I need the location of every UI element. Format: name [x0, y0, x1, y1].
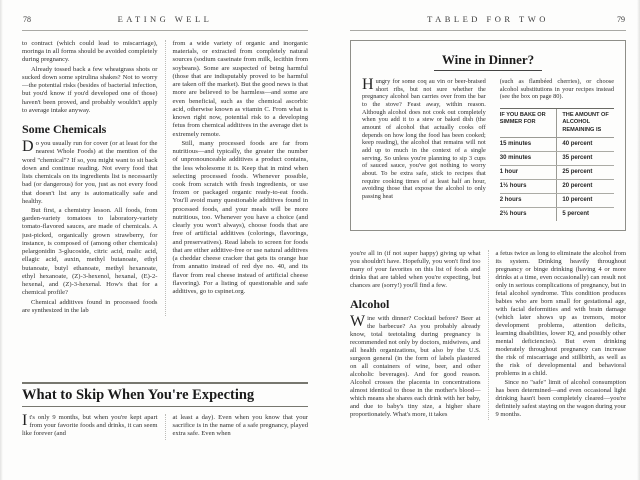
table-cell: 10 percent: [557, 193, 614, 207]
section-top-rule: [22, 382, 308, 384]
alcohol-retention-table: [500, 108, 614, 221]
table-row: [500, 193, 614, 207]
paragraph-text: ine with dinner? Cocktail before? Beer at the barbecue? As you probably already know, total teetotaling during pregnancy is recommended not only by doctors, midwives, and all health organizations, but also by the U.S. surgeon general (in the form of labels plastered on all containers of wine, beer, and other alcoholic beverages). And for good reason. Alcohol crosses the placenta in concentrations almost identical to those in the mother's blood—which means she shares each drink with her baby, and due to baby's tiny size, a higher share proportionately. What's more, it takes: [350, 314, 481, 418]
left-page-number: 78: [23, 15, 31, 24]
paragraph: at least a day). Even when you know that your sacrifice is in the name of a safe pregnancy, played extra safe. Even when: [172, 414, 308, 438]
table-body: [500, 137, 614, 221]
wine-box-column-2: [493, 78, 614, 221]
paragraph: a fetus twice as long to eliminate the alcohol from its system. Drinking heavily throughout pregnancy or binge drinking (having 4 or more drinks at a time, even occasionally) can result not only in serious complications of pregnancy, but in fetal alcohol syndrome. This condition produces babies who are born small for gestational age, with facial deformities and with brain damage (which later shows up as tremors, motor development problems, attention deficits, learning disabilities, lower IQ, and possibly other mental deficiencies). But even drinking moderately throughout pregnancy can increase the risk of miscarriage and stillbirth, as well as the risk of developmental and behavioral problems in a child.: [495, 250, 626, 377]
right-page: [350, 14, 626, 476]
paragraph: to contract (which could lead to miscarriage), moringa in all forms should be avoided completely during pregnancy.: [22, 40, 158, 64]
paragraph-text: ungry for some coq au vin or beer-braised short ribs, but not sure whether the pregnancy alcohol ban carries over from the bar to the stove? Feast away, within reason. Although alcohol does not cook out completely when you add it to a stew or baked dish (the amount of alcohol that actually cooks off depends on how long the food has been cooked; keep reading), the alcohol that remains will not add up to much in the context of a single serving. So unless you're planning to sip 3 cups of sauced sauce, you've got nothing to worry about. To be extra safe, stick to recipes that require cooking times of at least half an hour, avoiding those that expose the alcohol to only passing heat: [362, 78, 486, 201]
table-row: [500, 207, 614, 221]
paragraph: [22, 140, 158, 206]
paragraph: [362, 78, 486, 201]
table-header-cell: IF YOU BAKE OR SIMMER FOR: [500, 109, 557, 138]
right-running-head: TABLED FOR TWO: [427, 14, 549, 24]
table-row: [500, 179, 614, 193]
table-row: [500, 151, 614, 165]
left-running-head: EATING WELL: [117, 14, 213, 24]
skip-column-2: [165, 414, 309, 440]
left-page: [22, 14, 308, 476]
paragraph: Since no "safe" limit of alcohol consumption has been determined—and even occasional light drinking hasn't been completely cleared—you're definitely safest staying on the wagon during your 9 months.: [495, 378, 626, 418]
table-cell: 40 percent: [557, 137, 614, 151]
paragraph: from a wide variety of organic and inorganic materials, or extracted from completely natural sources (sodium caseinate from milk, lecithin from soybeans). Some are suspected of being harmful (those that are indisputably proved to be harmful are taken off the market). But the good news is that more are believed to be harmless—and some are even beneficial, such as the chemical ascorbic acid, otherwise known as vitamin C. From what is known right now, potential risk to a developing fetus from chemical additives in the average diet is extremely remote.: [172, 40, 308, 138]
table-cell: 30 minutes: [500, 151, 557, 165]
right-page-number: 79: [617, 15, 625, 24]
paragraph-text: o you usually run for cover (or at least for the nearest Whole Foods) at the mention of the word "chemical"? If so, you might want to sit back down and continue reading. Not every food that lists chemicals on its ingredients list is necessarily bad (or dangerous) for you, just as not every food that doesn't list any is automatically safe and healthy.: [22, 140, 158, 205]
left-page-header: [22, 14, 308, 31]
paragraph: [350, 312, 481, 419]
right-body-columns: [350, 250, 626, 420]
paragraph: you're all in (if not super happy) giving up what you shouldn't have. Hopefully, you won't find too many of your favorites on this list of foods and drinks that are tabled when you're expecting, but chances are (sorry!) you'll find a few.: [350, 250, 481, 289]
skip-section-body: [22, 414, 308, 440]
paragraph: Chemical additives found in processed foods are synthesized in the lab: [22, 298, 158, 314]
table-row: [500, 137, 614, 151]
wine-box-body: [362, 78, 614, 221]
drop-cap: W: [350, 312, 366, 330]
table-cell: 15 minutes: [500, 137, 557, 151]
wine-box-title: Wine in Dinner?: [434, 52, 542, 71]
page-edge-left: [0, 0, 3, 480]
right-column-2: [488, 250, 627, 420]
table-cell: 25 percent: [557, 165, 614, 179]
paragraph-text: t's only 9 months, but when you're kept apart from your favorite foods and drinks, it can seem like forever (and: [22, 414, 158, 438]
table-cell: 1 hour: [500, 165, 557, 179]
skip-section-title: What to Skip When You're Expecting: [22, 387, 255, 403]
drop-cap: H: [362, 76, 374, 93]
paragraph: Still, many processed foods are far from nutritious—and typically, the greater the number of unpronounceable additives a product contains, the less wholesome it is. Keep that in mind when selecting processed foods. Whenever possible, cook from scratch with fresh ingredients, or use frozen or packaged organic ready-to-eat foods. You'll avoid many questionable additives found in processed foods, and your meals will be more nutritious, too. Whenever you have a choice (and clearly you won't always), choose foods that are free of artificial additives (colorings, flavorings, and preservatives). Read labels to screen for foods that are either additive-free or use natural additives (a cheddar cheese cracker that gets its orange hue from annatto instead of red dye no. 40, and its flavor from real cheese instead of artificial cheese flavoring). For a listing of questionable and safe additives, go to cspinet.org.: [172, 139, 308, 296]
right-column-1: [350, 250, 488, 420]
table-header-row: [500, 109, 614, 138]
table-cell: 5 percent: [557, 207, 614, 221]
paragraph: [22, 414, 158, 439]
wine-box: [350, 40, 626, 231]
table-cell: 1½ hours: [500, 179, 557, 193]
table-header-cell: THE AMOUNT OF ALCOHOL REMAINING IS: [557, 109, 614, 138]
wine-box-title-row: [362, 51, 614, 71]
paragraph: (such as flambéed cherries), or choose alcohol substitutions in your recipes instead (see the box on page 80).: [499, 78, 614, 101]
table-cell: 35 percent: [557, 151, 614, 165]
table-cell: 2½ hours: [499, 211, 527, 218]
section-title-rule: [22, 406, 308, 407]
right-page-header: [350, 14, 626, 31]
left-page-body: [22, 40, 308, 316]
table-head: [500, 109, 614, 138]
table-cell: 20 percent: [557, 179, 614, 193]
paragraph: Already tossed back a few wheatgrass shots or sucked down some spirulina shakes? Not to worry—the potential risks (besides of bacterial infection, but you'd know if you'd developed one of those) haven't been proved, and probably wouldn't apply to average intake anyway.: [22, 65, 158, 114]
drop-cap: I: [22, 412, 28, 429]
left-column-1: [22, 40, 165, 316]
skip-column-1: [22, 414, 165, 440]
alcohol-heading: Alcohol: [350, 296, 390, 311]
table-row: [500, 165, 614, 179]
table-cell: 2 hours: [500, 193, 557, 207]
paragraph: But first, a chemistry lesson. All foods, from garden-variety tomatoes to laboratory-variety tomato-flavored sauces, are made of chemicals. A just-picked, organically grown strawberry, for instance, is composed of (among other chemicals) pelargonidin 3-glucoside, citric acid, malic acid, ellagic acid, auxin, methyl butanoate, ethyl butanoate, butyl ethanoate, methyl hexanoate, ethyl hexanoate, (Z)-3-hexenol, hexanal, (E)-2-hexenal, and (Z)-3-hexenal. How's that for a chemical profile?: [22, 206, 158, 297]
some-chemicals-heading: Some Chemicals: [22, 122, 107, 137]
skip-section: [22, 382, 308, 440]
wine-box-column-1: [362, 78, 493, 221]
drop-cap: D: [22, 138, 34, 156]
right-page-body: [350, 250, 626, 476]
left-column-2: [165, 40, 309, 316]
